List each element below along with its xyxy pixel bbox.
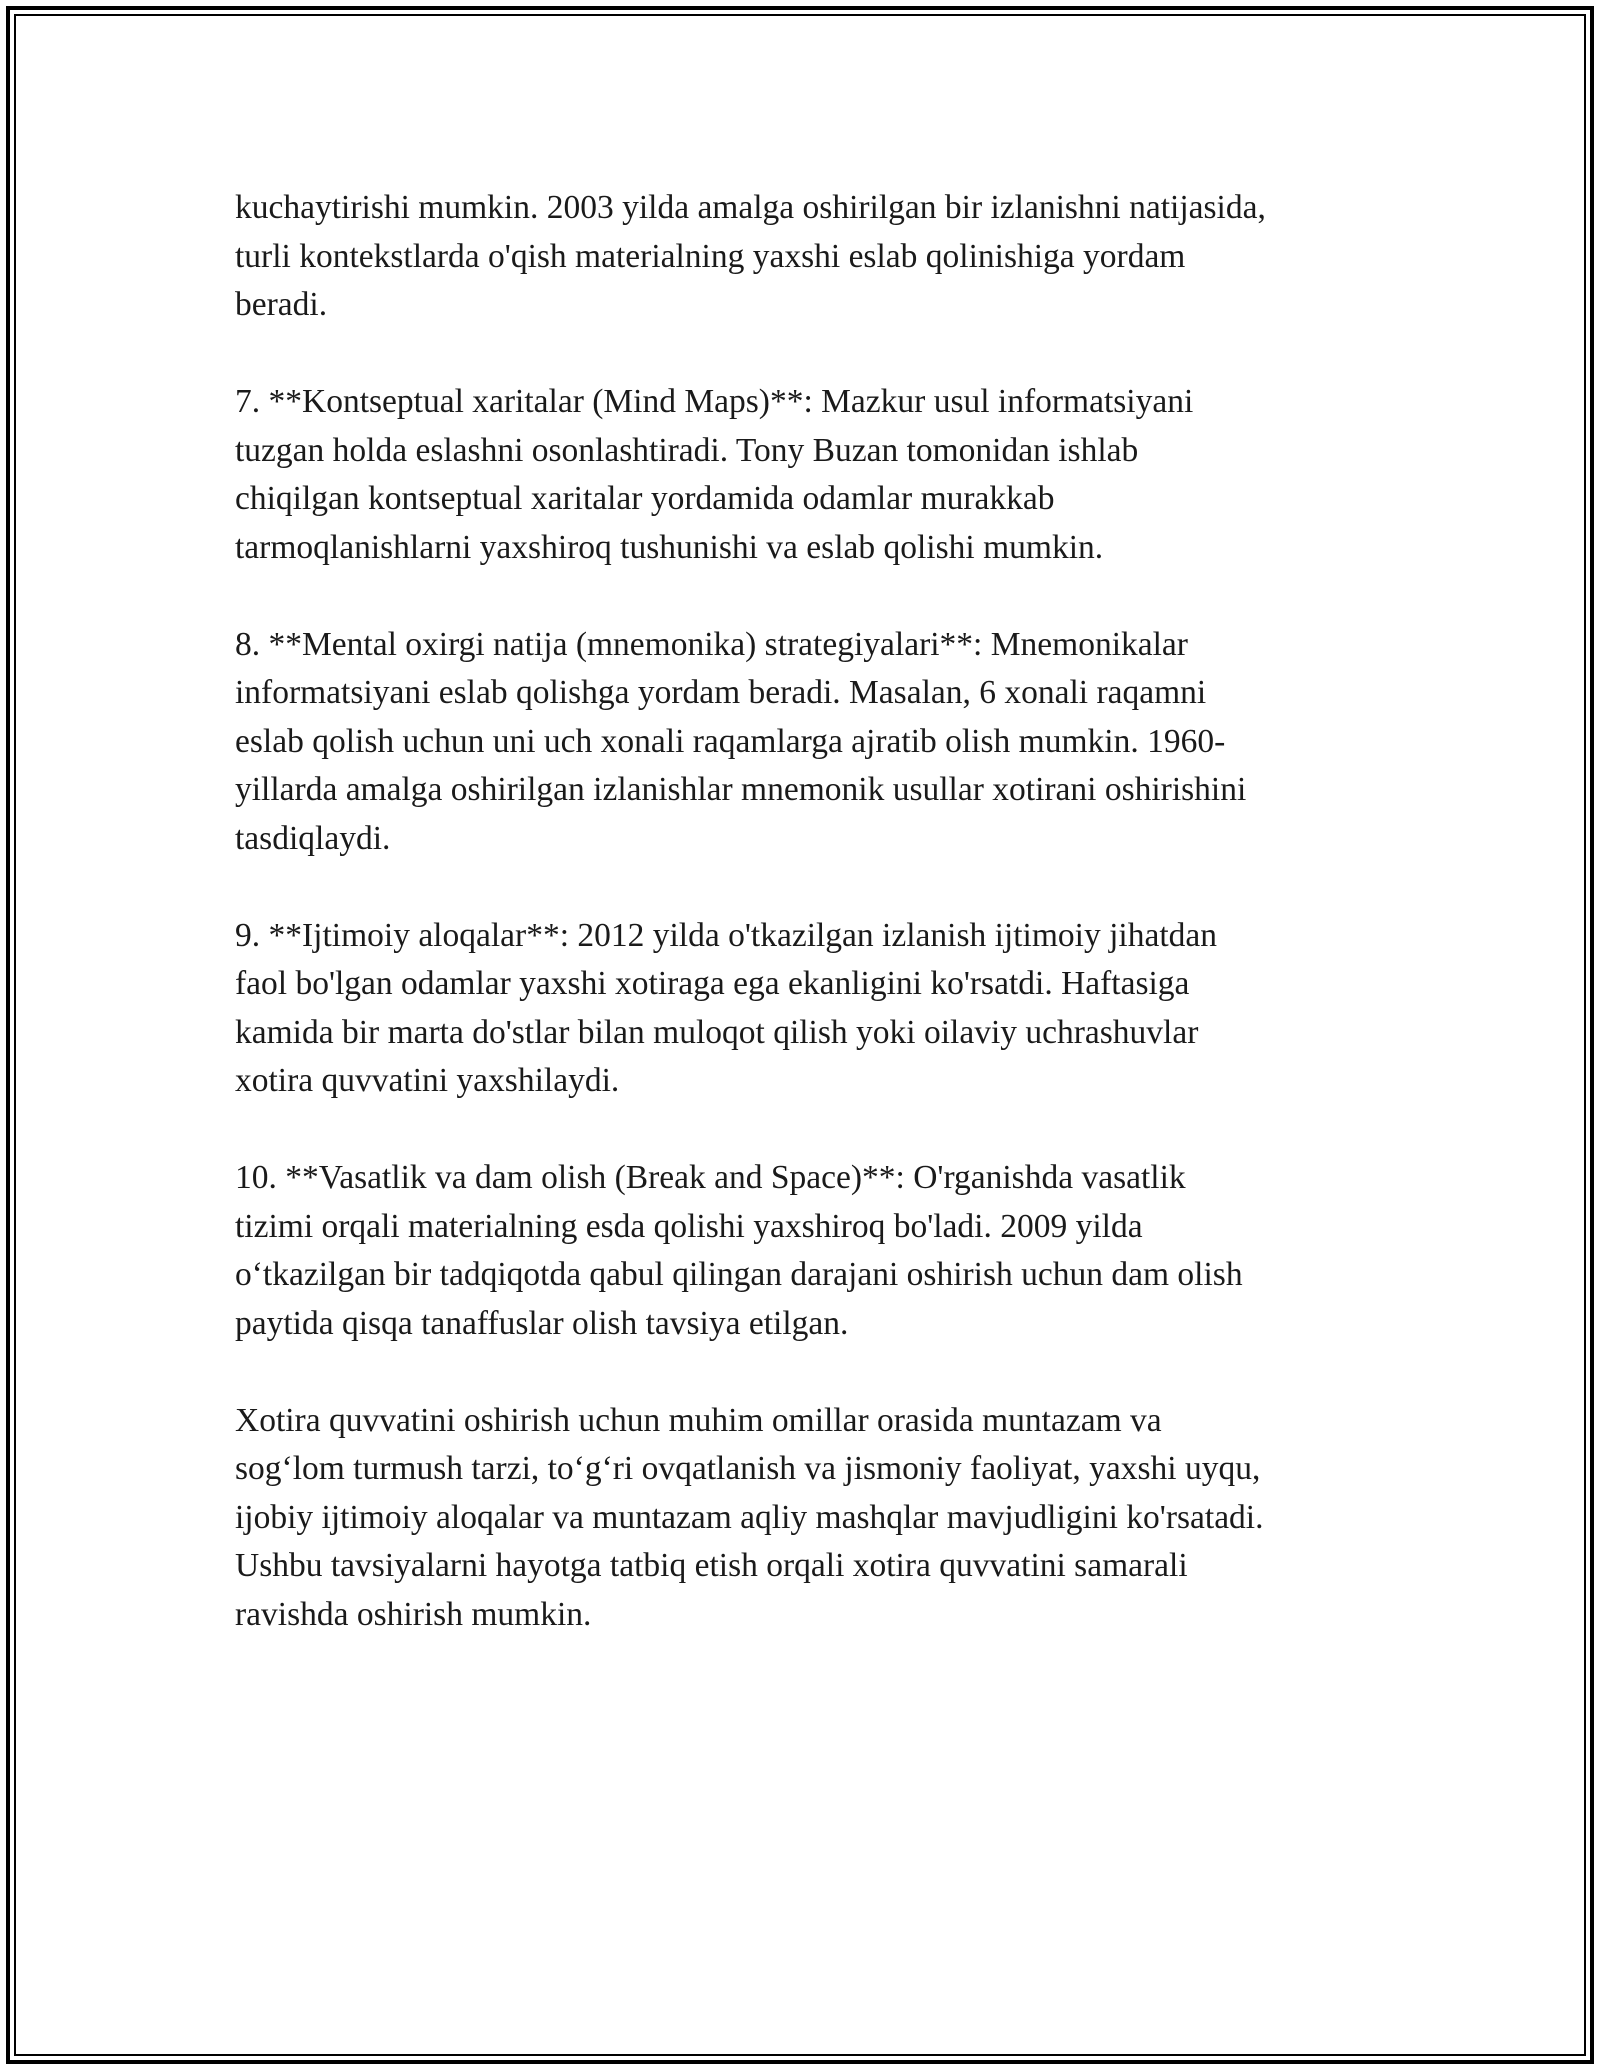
text-line: 9. **Ijtimoiy aloqalar**: 2012 yilda o'tkazilgan izlanish ijtimoiy jihatdan [235,916,1218,954]
text-line: kuchaytirishi mumkin. 2003 yilda amalga oshirilgan bir izlanishni natijasida, [235,189,1266,226]
paragraph-continuation [235,184,1375,330]
text-line: sog‘lom turmush tarzi, to‘g‘ri ovqatlanish va jismoniy faoliyat, yaxshi uyqu, [235,1450,1261,1487]
text-line: xotira quvvatini yaxshilaydi. [235,1062,620,1099]
text-line: paytida qisqa tanaffuslar olish tavsiya etilgan. [235,1304,849,1342]
text-line: tasdiqlaydi. [235,819,391,857]
text-line: beradi. [235,286,328,323]
paragraph-conclusion [235,1397,1375,1640]
text-line: kamida bir marta do'stlar bilan muloqot qilish yoki oilaviy uchrashuvlar [235,1013,1199,1051]
text-line: ijobiy ijtimoiy aloqalar va muntazam aqliy mashqlar mavjudligini ko'rsatadi. [235,1498,1264,1536]
text-line: informatsiyani eslab qolishga yordam beradi. Masalan, 6 xonali raqamni [235,674,1207,711]
text-line: Ushbu tavsiyalarni hayotga tatbiq etish orqali xotira quvvatini samarali [235,1547,1188,1584]
text-line: tuzgan holda eslashni osonlashtiradi. Tony Buzan tomonidan ishlab [235,431,1139,469]
paragraph-item-10 [235,1154,1375,1348]
text-line: 7. **Kontseptual xaritalar (Mind Maps)**: Mazkur usul informatsiyani [235,383,1194,420]
text-line: Xotira quvvatini oshirish uchun muhim omillar orasida muntazam va [235,1401,1162,1439]
text-line: o‘tkazilgan bir tadqiqotda qabul qilingan darajani oshirish uchun dam olish [235,1256,1243,1293]
text-line: ravishda oshirish mumkin. [235,1595,592,1633]
text-line: tizimi orqali materialning esda qolishi yaxshiroq bo'ladi. 2009 yilda [235,1207,1143,1245]
text-line: turli kontekstlarda o'qish materialning yaxshi eslab qolinishiga yordam [235,237,1186,275]
paragraph-item-9 [235,912,1375,1106]
text-line: faol bo'lgan odamlar yaxshi xotiraga ega ekanligini ko'rsatdi. Haftasiga [235,965,1190,1002]
text-line: 10. **Vasatlik va dam olish (Break and Space)**: O'rganishda vasatlik [235,1159,1186,1196]
paragraph-item-8 [235,621,1375,864]
document-body [235,184,1375,1688]
text-line: tarmoqlanishlarni yaxshiroq tushunishi va eslab qolishi mumkin. [235,528,1104,566]
text-line: eslab qolish uchun uni uch xonali raqamlarga ajratib olish mumkin. 1960- [235,722,1226,760]
text-line: yillarda amalga oshirilgan izlanishlar mnemonik usullar xotirani oshirishini [235,771,1247,808]
paragraph-item-7 [235,378,1375,572]
text-line: chiqilgan kontseptual xaritalar yordamida odamlar murakkab [235,480,1055,517]
text-line: 8. **Mental oxirgi natija (mnemonika) strategiyalari**: Mnemonikalar [235,625,1188,663]
